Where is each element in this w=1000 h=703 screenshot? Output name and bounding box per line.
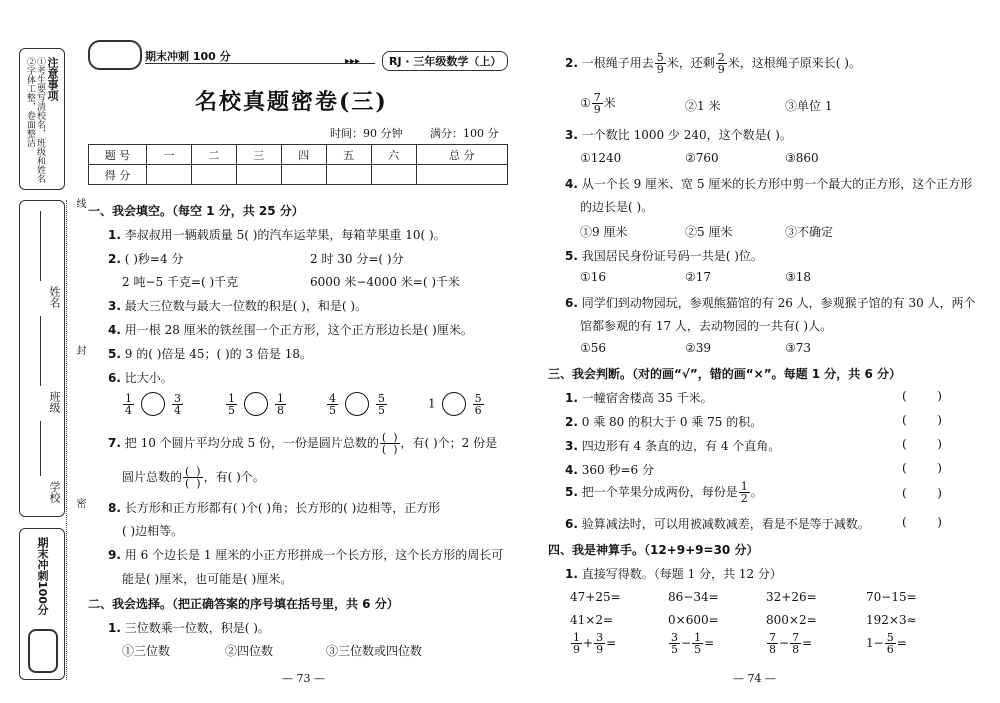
calc-r2c3[interactable]: 800×2= <box>766 613 817 627</box>
judge-3-text: 四边形有 4 条直的边，有 4 个直角。 <box>581 439 781 453</box>
score-input-cell[interactable] <box>191 165 236 185</box>
score-label-cell: 得 分 <box>89 165 147 185</box>
section-4-title: 四、我是神算手。（12+9+9=30 分） <box>548 543 759 557</box>
judge-3: 3. 四边形有 4 条直的边，有 4 个直角。 <box>565 439 781 453</box>
q5: 5. 9 的( )倍是 45；( )的 3 倍是 18。 <box>108 347 312 361</box>
q9b: 能是( )厘米，也可能是( )厘米。 <box>122 572 293 586</box>
fraction: $\frac{1}{5}$ <box>228 391 235 417</box>
q8b: ( )边相等。 <box>122 524 184 538</box>
judge-6-answer[interactable]: ( ) <box>902 515 942 529</box>
notice-line-2: ②字体工整，卷面整洁 <box>25 57 35 147</box>
score-input-cell[interactable] <box>371 165 416 185</box>
compare-circle[interactable] <box>345 392 369 416</box>
name-label: 姓名 <box>48 286 61 308</box>
judge-4-text: 360 秒=6 分 <box>581 463 654 477</box>
choice-3-opt-2[interactable]: ②760 <box>685 151 719 165</box>
choice-5-opt-3[interactable]: ③18 <box>785 270 812 284</box>
compare-1 <box>122 392 184 416</box>
page-title: 名校真题密卷(三) <box>195 89 388 115</box>
cut-mark-secret: 密 <box>74 498 85 508</box>
exam-full-marks: 满分：100 分 <box>430 127 499 140</box>
score-input-cell[interactable] <box>416 165 507 185</box>
judge-1-text: 一幢宿舍楼高 35 千米。 <box>581 391 713 405</box>
choice-2-opt-2[interactable]: ②1 米 <box>685 99 721 113</box>
score-table <box>88 144 508 185</box>
school-line[interactable] <box>40 421 41 476</box>
compare-4: 1 $\frac{5}{6}$ <box>428 391 482 417</box>
judge-2: 2. 0 乘 80 的积大于 0 乘 75 的积。 <box>565 415 763 429</box>
compare-circle[interactable] <box>141 392 165 416</box>
section-1-title: 一、我会填空。（每空 1 分，共 25 分） <box>88 204 304 218</box>
judge-4: 4. 360 秒=6 分 <box>565 463 654 477</box>
choice-1-text: 三位数乘一位数，积是( )。 <box>124 621 270 635</box>
score-header-cell: 五 <box>326 145 371 165</box>
score-header-cell: 六 <box>371 145 416 165</box>
choice-3-opt-1[interactable]: ①1240 <box>580 151 622 165</box>
fraction: $\frac{4}{5}$ <box>329 391 336 417</box>
student-info-box <box>19 200 65 517</box>
compare-circle[interactable] <box>244 392 268 416</box>
choice-6-opt-3[interactable]: ③73 <box>785 341 812 355</box>
judge-5: 5. 把一个苹果分成两份，每份是 $\frac{1}{2}$ 。 <box>565 480 763 505</box>
notice-line-1: ①考生要写清校名，班级和姓名 <box>35 57 45 183</box>
choice-2: 2. 一根绳子用去 $\frac{5}{9}$ 米，还剩 $\frac{2}{9}$ 米，这根绳子原来长( )。 <box>565 51 861 76</box>
class-label: 班级 <box>48 391 61 413</box>
choice-6: 6. 同学们到动物园玩，参观熊猫馆的有 26 人，参观猴子馆的有 30 人，两个 <box>565 296 976 310</box>
choice-4-opt-3[interactable]: ③不确定 <box>785 225 834 239</box>
choice-4-opt-1[interactable]: ①9 厘米 <box>580 225 628 239</box>
q8a: 长方形和正方形都有( )个( )角；长方形的( )边相等，正方形 <box>124 501 441 515</box>
calc-r3c2[interactable]: $\frac{3}{5}$ − $\frac{1}{5}$ = <box>671 631 715 656</box>
blank-fraction[interactable]: $\frac{( )}{( )}$ <box>185 465 201 490</box>
c4a: 从一个长 9 厘米、宽 5 厘米的长方形中剪一个最大的正方形，这个正方形 <box>581 177 973 191</box>
q3-text: 最大三位数与最大一位数的积是( )，和是( )。 <box>124 299 368 313</box>
judge-3-answer[interactable]: ( ) <box>902 437 942 451</box>
c2a: 一根绳子用去 <box>581 56 654 70</box>
fraction: $\frac{5}{5}$ <box>378 391 385 417</box>
score-input-cell[interactable] <box>281 165 326 185</box>
calc-r3c4[interactable]: 1− $\frac{5}{6}$ = <box>866 631 907 656</box>
calc-r2c4[interactable]: 192×3≈ <box>866 613 917 627</box>
fraction: $\frac{2}{9}$ <box>717 51 725 76</box>
page-number-left: — 73 — <box>282 672 325 685</box>
judge-1-answer[interactable]: ( ) <box>902 389 942 403</box>
score-input-cell[interactable] <box>326 165 371 185</box>
choice-1-opt-2[interactable]: ②四位数 <box>225 644 274 658</box>
compare-2 <box>225 392 287 416</box>
score-header-cell: 题 号 <box>89 145 147 165</box>
score-header-cell: 一 <box>147 145 192 165</box>
q2d: 6000 米−4000 米=( )千米 <box>310 275 460 289</box>
choice-5-opt-2[interactable]: ②17 <box>685 270 712 284</box>
c3-text: 一个数比 1000 少 240，这个数是( )。 <box>581 128 792 142</box>
choice-1-opt-1[interactable]: ①三位数 <box>122 644 171 658</box>
brand-sidebar-text: 期末冲刺100分 <box>36 537 49 615</box>
choice-1-opt-3[interactable]: ③三位数或四位数 <box>326 644 423 658</box>
name-line[interactable] <box>40 211 41 281</box>
judge-4-answer[interactable]: ( ) <box>902 461 942 475</box>
q2a: ( )秒=4 分 <box>124 252 184 266</box>
q3: 3. 最大三位数与最大一位数的积是( )，和是( )。 <box>108 299 368 313</box>
cut-line <box>66 200 67 680</box>
calc-r2c1[interactable]: 41×2= <box>570 613 614 627</box>
fraction: $\frac{5}{9}$ <box>656 51 664 76</box>
q7c: 圆片总数的 <box>122 470 183 484</box>
choice-1: 1. 三位数乘一位数，积是( )。 <box>108 621 270 635</box>
exam-time: 时间：90 分钟 <box>330 127 403 140</box>
blank-fraction[interactable]: $\frac{( )}{( )}$ <box>381 431 398 456</box>
choice-6-opt-2[interactable]: ②39 <box>685 341 712 355</box>
q5-text: 9 的( )倍是 45；( )的 3 倍是 18。 <box>124 347 312 361</box>
q1-text: 李叔叔用一辆载质量 5( )的汽车运苹果，每箱苹果重 10( )。 <box>124 228 446 242</box>
calc-r2c2[interactable]: 0×600= <box>668 613 719 627</box>
header-arrows: ▸▸▸ <box>345 56 361 67</box>
header-brand: 期末冲刺 100 分 <box>145 50 231 63</box>
school-label: 学校 <box>48 481 61 503</box>
header-badge: RJ · 三年级数学（上） <box>382 51 508 71</box>
score-header-row <box>89 145 508 165</box>
q7: 7. 把 10 个圆片平均分成 5 份，一份是圆片总数的 $\frac{( )}{( )}$ ，有( )个；2 份是 <box>108 431 498 456</box>
score-input-cell[interactable] <box>236 165 281 185</box>
q2c: 2 吨−5 千克=( )千克 <box>122 275 239 289</box>
q4: 4. 用一根 28 厘米的铁丝围一个正方形，这个正方形边长是( )厘米。 <box>108 323 473 337</box>
q7-line2 <box>122 466 265 489</box>
q1: 1. 李叔叔用一辆载质量 5( )的汽车运苹果，每箱苹果重 10( )。 <box>108 228 446 242</box>
fraction: $\frac{1}{8}$ <box>277 391 284 417</box>
score-header-cell: 总 分 <box>416 145 507 165</box>
brand-logo <box>88 40 142 70</box>
judge-5-text: 把一个苹果分成两份，每份是 <box>581 485 738 499</box>
choice-5: 5. 我国居民身份证号码一共是( )位。 <box>565 249 763 263</box>
score-value-row <box>89 165 508 185</box>
cut-mark-line: 线 <box>74 198 85 208</box>
page-number-right: — 74 — <box>733 672 776 685</box>
direct-calc: 1. 直接写得数。（每题 1 分，共 12 分） <box>565 567 782 581</box>
calc-r3c1[interactable]: $\frac{1}{9}$ + $\frac{3}{9}$ = <box>573 631 617 656</box>
q8: 8. 长方形和正方形都有( )个( )角；长方形的( )边相等，正方形 <box>108 501 441 515</box>
c2b: 米，还剩 <box>666 56 715 70</box>
judge-1: 1. 一幢宿舍楼高 35 千米。 <box>565 391 713 405</box>
notice-box <box>19 48 65 190</box>
choice-2-opt-1[interactable]: ① $\frac{7}{9}$ 米 <box>580 91 616 116</box>
judge-2-text: 0 乘 80 的积大于 0 乘 75 的积。 <box>581 415 763 429</box>
choice-2-opt-3[interactable]: ③单位 1 <box>785 99 833 113</box>
calc-r1c1[interactable]: 47+25= <box>570 590 621 604</box>
compare-circle[interactable] <box>442 392 466 416</box>
q9: 9. 用 6 个边长是 1 厘米的小正方形拼成一个长方形，这个长方形的周长可 <box>108 548 504 562</box>
score-input-cell[interactable] <box>147 165 192 185</box>
score-header-cell: 四 <box>281 145 326 165</box>
choice-4: 4. 从一个长 9 厘米、宽 5 厘米的长方形中剪一个最大的正方形，这个正方形 <box>565 177 973 191</box>
calc-r3c3[interactable]: $\frac{7}{8}$ − $\frac{7}{8}$ = <box>769 631 813 656</box>
fraction: $\frac{3}{4}$ <box>174 391 181 417</box>
header-rule <box>145 63 375 64</box>
judge-2-answer[interactable]: ( ) <box>902 413 942 427</box>
q7b: ，有( )个；2 份是 <box>400 436 498 450</box>
calc-r1c2[interactable]: 86−34= <box>668 590 719 604</box>
fraction: $\frac{5}{6}$ <box>474 391 482 417</box>
choice-3: 3. 一个数比 1000 少 240，这个数是( )。 <box>565 128 792 142</box>
c2c: 米，这根绳子原来长( )。 <box>727 56 861 70</box>
c6a: 同学们到动物园玩，参观熊猫馆的有 26 人，参观猴子馆的有 30 人，两个 <box>581 296 976 310</box>
calc-r1c3[interactable]: 32+26= <box>766 590 817 604</box>
fraction: $\frac{1}{2}$ <box>740 480 748 505</box>
c5-text: 我国居民身份证号码一共是( )位。 <box>581 249 763 263</box>
calc-r1c4[interactable]: 70−15= <box>866 590 917 604</box>
q2b: 2 时 30 分=( )分 <box>310 252 404 266</box>
choice-4-opt-2[interactable]: ②5 厘米 <box>685 225 733 239</box>
q2: 2. ( )秒=4 分 <box>108 252 184 266</box>
brand-box <box>19 528 65 680</box>
score-header-cell: 三 <box>236 145 281 165</box>
q4-text: 用一根 28 厘米的铁丝围一个正方形，这个正方形边长是( )厘米。 <box>124 323 473 337</box>
class-line[interactable] <box>40 316 41 386</box>
q6-text: 比大小。 <box>124 371 173 385</box>
choice-3-opt-3[interactable]: ③860 <box>785 151 819 165</box>
judge-5-answer[interactable]: ( ) <box>902 486 942 500</box>
section-2-title: 二、我会选择。（把正确答案的序号填在括号里，共 6 分） <box>88 597 399 611</box>
direct-calc-text: 直接写得数。（每题 1 分，共 12 分） <box>581 567 782 581</box>
fraction: $\frac{1}{4}$ <box>125 391 132 417</box>
judge-6: 6. 验算减法时，可以用被减数减差，看是不是等于减数。 <box>565 517 870 531</box>
c6b: 馆都参观的有 17 人，去动物园的一共有( )人。 <box>580 319 833 333</box>
q7d: ，有( )个。 <box>203 470 265 484</box>
q7a: 把 10 个圆片平均分成 5 份，一份是圆片总数的 <box>124 436 379 450</box>
q6: 6. 比大小。 <box>108 371 173 385</box>
q9a: 用 6 个边长是 1 厘米的小正方形拼成一个长方形，这个长方形的周长可 <box>124 548 504 562</box>
notice-label: 注意事项 <box>46 57 59 101</box>
judge-6-text: 验算减法时，可以用被减数减差，看是不是等于减数。 <box>581 517 870 531</box>
score-header-cell: 二 <box>191 145 236 165</box>
brand-logo-vertical <box>28 629 58 673</box>
section-3-title: 三、我会判断。（对的画“√”，错的画“×”。每题 1 分，共 6 分） <box>548 367 902 381</box>
cut-mark-seal: 封 <box>74 345 85 355</box>
choice-5-opt-1[interactable]: ①16 <box>580 270 607 284</box>
choice-6-opt-1[interactable]: ①56 <box>580 341 607 355</box>
c4b: 的边长是( )。 <box>580 200 654 214</box>
compare-3 <box>326 392 388 416</box>
